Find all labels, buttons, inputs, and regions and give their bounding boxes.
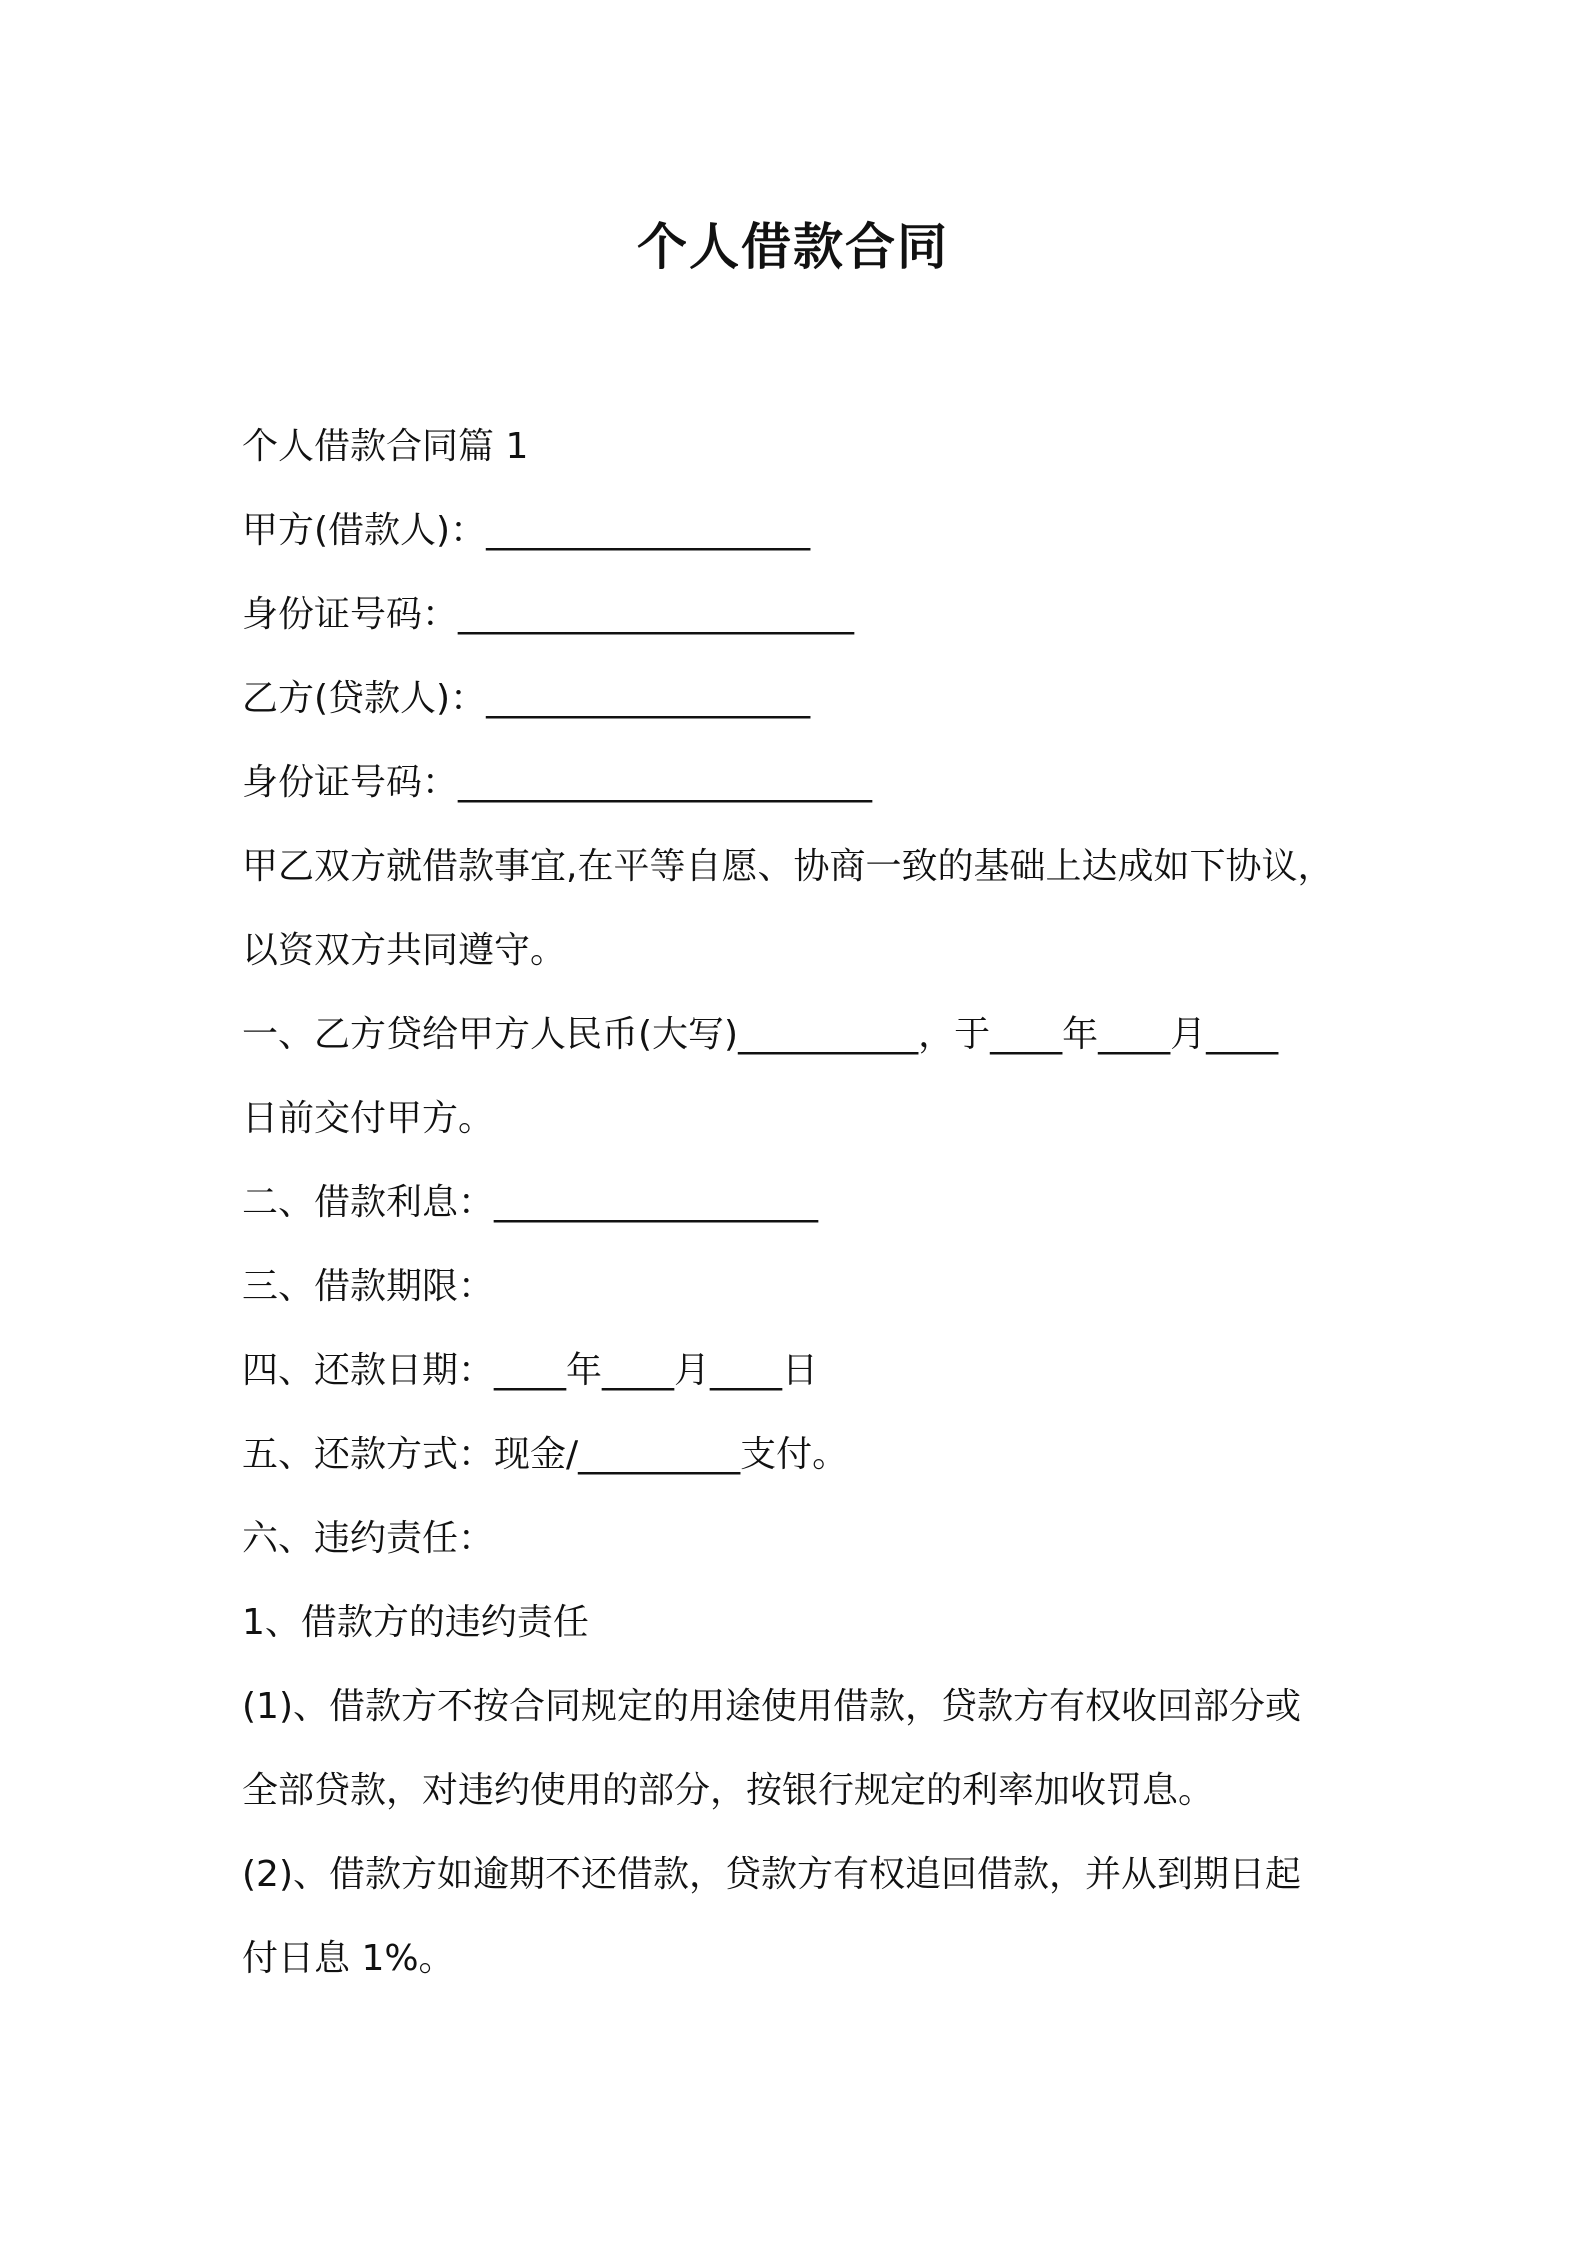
sub-item-1-line-1: (1)、借款方不按合同规定的用途使用借款，贷款方有权收回部分或 — [242, 1686, 1301, 1727]
sub-clause-1: 1、借款方的违约责任 — [242, 1602, 589, 1643]
clause-1-line-2: 日前交付甲方。 — [242, 1098, 495, 1139]
document-title: 个人借款合同 — [637, 218, 949, 276]
section-heading: 个人借款合同篇 1 — [242, 426, 529, 467]
party-a-field: 甲方(借款人)：__________________ — [242, 510, 811, 551]
agreement-intro-line-1: 甲乙双方就借款事宜,在平等自愿、协商一致的基础上达成如下协议， — [242, 846, 1334, 887]
party-b-field: 乙方(贷款人)：__________________ — [242, 678, 811, 719]
sub-item-2-line-1: (2)、借款方如逾期不还借款，贷款方有权追回借款，并从到期日起 — [242, 1854, 1301, 1895]
clause-5: 五、还款方式：现金/_________支付。 — [242, 1434, 849, 1475]
clause-1-line-1: 一、乙方贷给甲方人民币(大写)__________，于____年____月____ — [242, 1014, 1279, 1055]
clause-4: 四、还款日期：____年____月____日 — [242, 1350, 819, 1391]
clause-6: 六、违约责任： — [242, 1518, 495, 1559]
party-b-id-field: 身份证号码：_______________________ — [242, 762, 873, 803]
clause-2: 二、借款利息：__________________ — [242, 1182, 819, 1223]
sub-item-1-line-2: 全部贷款，对违约使用的部分，按银行规定的利率加收罚息。 — [242, 1770, 1215, 1811]
agreement-intro-line-2: 以资双方共同遵守。 — [242, 930, 567, 971]
document-body — [242, 405, 1362, 2001]
clause-3: 三、借款期限： — [242, 1266, 495, 1307]
sub-item-2-line-2: 付日息 1%。 — [242, 1938, 455, 1979]
party-a-id-field: 身份证号码：______________________ — [242, 594, 855, 635]
